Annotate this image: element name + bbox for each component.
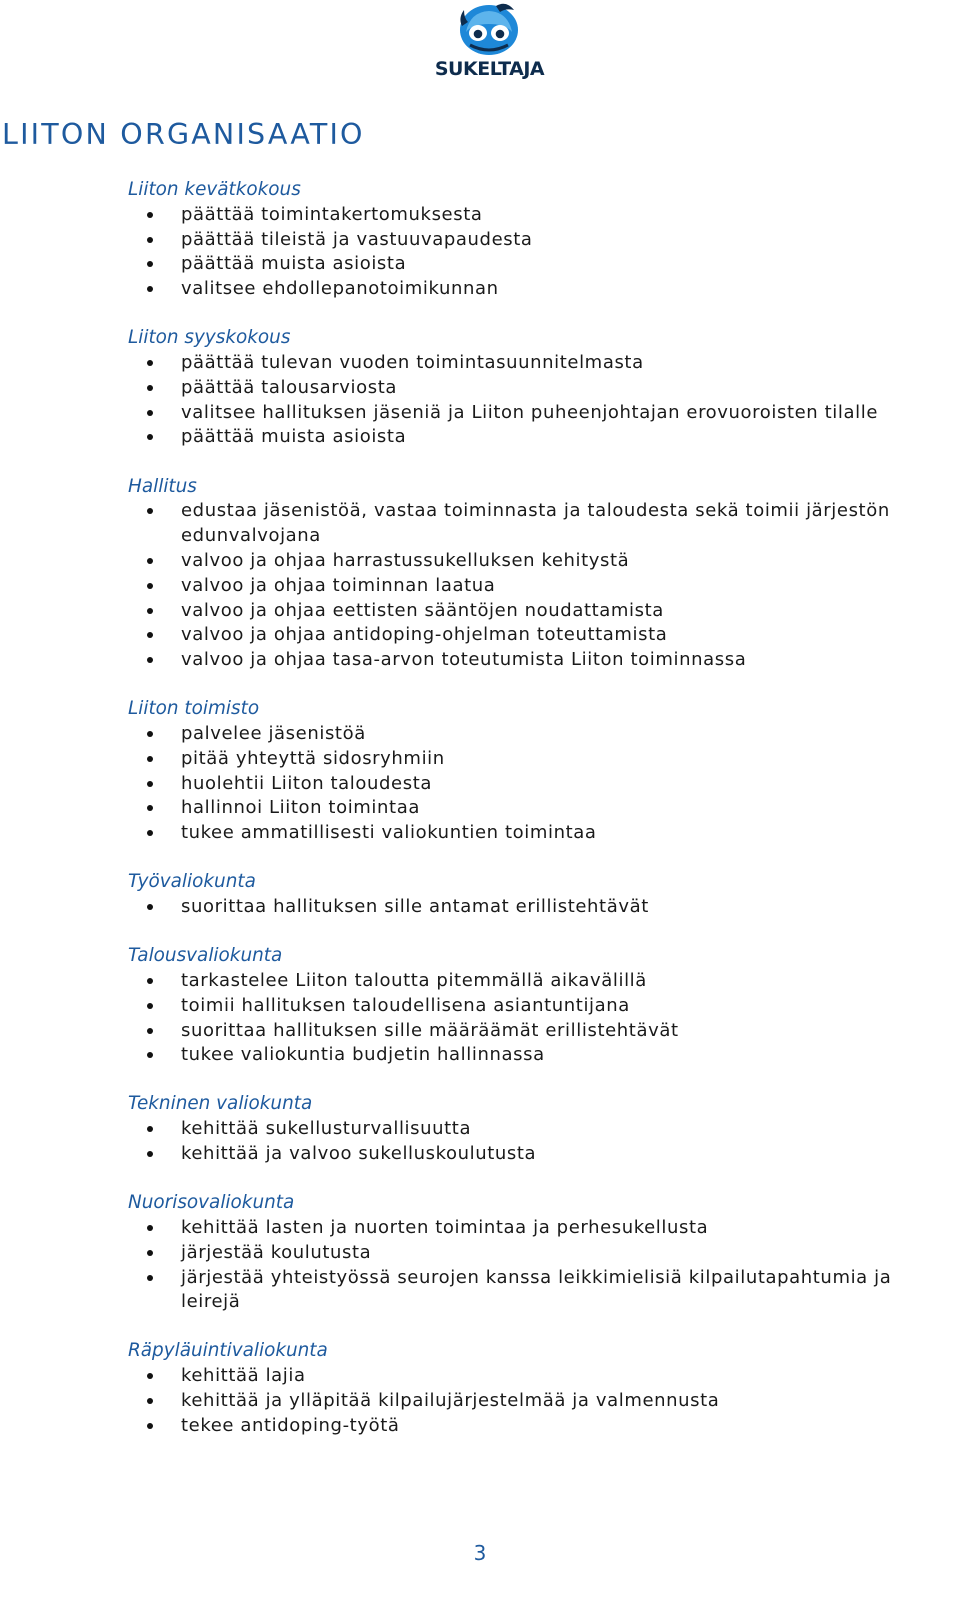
diver-mask-logo-icon — [456, 2, 522, 58]
section-title: Hallitus — [128, 475, 197, 497]
list-item: huolehtii Liiton taloudesta — [181, 772, 940, 797]
section — [0, 178, 960, 302]
section-title: Työvaliokunta — [128, 871, 256, 893]
list-item: pitää yhteyttä sidosryhmiin — [181, 747, 940, 772]
list-item: edustaa jäsenistöä, vastaa toiminnasta ja taloudesta sekä toimii järjestön edunvalvojana — [181, 499, 940, 549]
page-title: LIITON ORGANISAATIO — [2, 118, 365, 151]
list-item: tukee valiokuntia budjetin hallinnassa — [181, 1043, 940, 1068]
list-item: hallinnoi Liiton toimintaa — [181, 796, 940, 821]
section-title: Liiton toimisto — [128, 698, 260, 720]
section — [0, 1339, 960, 1438]
list-item: valvoo ja ohjaa toiminnan laatua — [181, 574, 940, 599]
list-item: järjestää yhteistyössä seurojen kanssa leikkimielisiä kilpailutapahtumia ja leirejä — [181, 1266, 940, 1316]
section-title: Talousvaliokunta — [128, 945, 283, 967]
list-item: valvoo ja ohjaa antidoping-ohjelman toteuttamista — [181, 623, 940, 648]
bullet-list — [0, 1216, 960, 1315]
list-item: toimii hallituksen taloudellisena asiantuntijana — [181, 994, 940, 1019]
list-item: suorittaa hallituksen sille antamat erillistehtävät — [181, 895, 940, 920]
bullet-list — [0, 969, 960, 1068]
list-item: tekee antidoping-työtä — [181, 1414, 940, 1439]
bullet-list — [0, 1117, 960, 1167]
bullet-list — [0, 895, 960, 920]
list-item: palvelee jäsenistöä — [181, 722, 940, 747]
list-item: valvoo ja ohjaa tasa-arvon toteutumista Liiton toiminnassa — [181, 648, 940, 673]
section-title: Räpyläuintivaliokunta — [128, 1340, 328, 1362]
section — [0, 1191, 960, 1315]
section-title: Liiton kevätkokous — [128, 179, 301, 200]
section-title: Nuorisovaliokunta — [128, 1192, 295, 1214]
list-item: kehittää sukellusturvallisuutta — [181, 1117, 940, 1142]
list-item: päättää muista asioista — [181, 252, 940, 277]
list-item: kehittää lajia — [181, 1364, 940, 1389]
logo-text: SUKELTAJA — [434, 58, 545, 80]
list-item: tukee ammatillisesti valiokuntien toimintaa — [181, 821, 940, 846]
list-item: valitsee hallituksen jäseniä ja Liiton puheenjohtajan erovuoroisten tilalle — [181, 401, 940, 426]
list-item: päättää toimintakertomuksesta — [181, 203, 940, 228]
section — [0, 326, 960, 450]
list-item: valitsee ehdollepanotoimikunnan — [181, 277, 940, 302]
list-item: kehittää ja valvoo sukelluskoulutusta — [181, 1142, 940, 1167]
organization-sections — [0, 178, 960, 1463]
section — [0, 475, 960, 673]
section — [0, 1092, 960, 1166]
section-title: Tekninen valiokunta — [128, 1093, 313, 1115]
list-item: päättää tileistä ja vastuuvapaudesta — [181, 228, 940, 253]
list-item: kehittää lasten ja nuorten toimintaa ja perhesukellusta — [181, 1216, 940, 1241]
section — [0, 870, 960, 920]
bullet-list — [0, 351, 960, 450]
section-title: Liiton syyskokous — [128, 327, 291, 349]
list-item: päättää talousarviosta — [181, 376, 940, 401]
list-item: päättää tulevan vuoden toimintasuunnitelmasta — [181, 351, 940, 376]
list-item: päättää muista asioista — [181, 425, 940, 450]
list-item: järjestää koulutusta — [181, 1241, 940, 1266]
bullet-list — [0, 1364, 960, 1438]
list-item: valvoo ja ohjaa eettisten sääntöjen noudattamista — [181, 599, 940, 624]
bullet-list — [0, 499, 960, 673]
page-number: 3 — [473, 1541, 487, 1565]
list-item: suorittaa hallituksen sille määräämät erillistehtävät — [181, 1019, 940, 1044]
list-item: kehittää ja ylläpitää kilpailujärjestelmää ja valmennusta — [181, 1389, 940, 1414]
list-item: tarkastelee Liiton taloutta pitemmällä aikavälillä — [181, 969, 940, 994]
sukeltaja-logo — [432, 2, 547, 84]
section — [0, 697, 960, 846]
bullet-list — [0, 203, 960, 302]
list-item: valvoo ja ohjaa harrastussukelluksen kehitystä — [181, 549, 940, 574]
bullet-list — [0, 722, 960, 846]
section — [0, 944, 960, 1068]
